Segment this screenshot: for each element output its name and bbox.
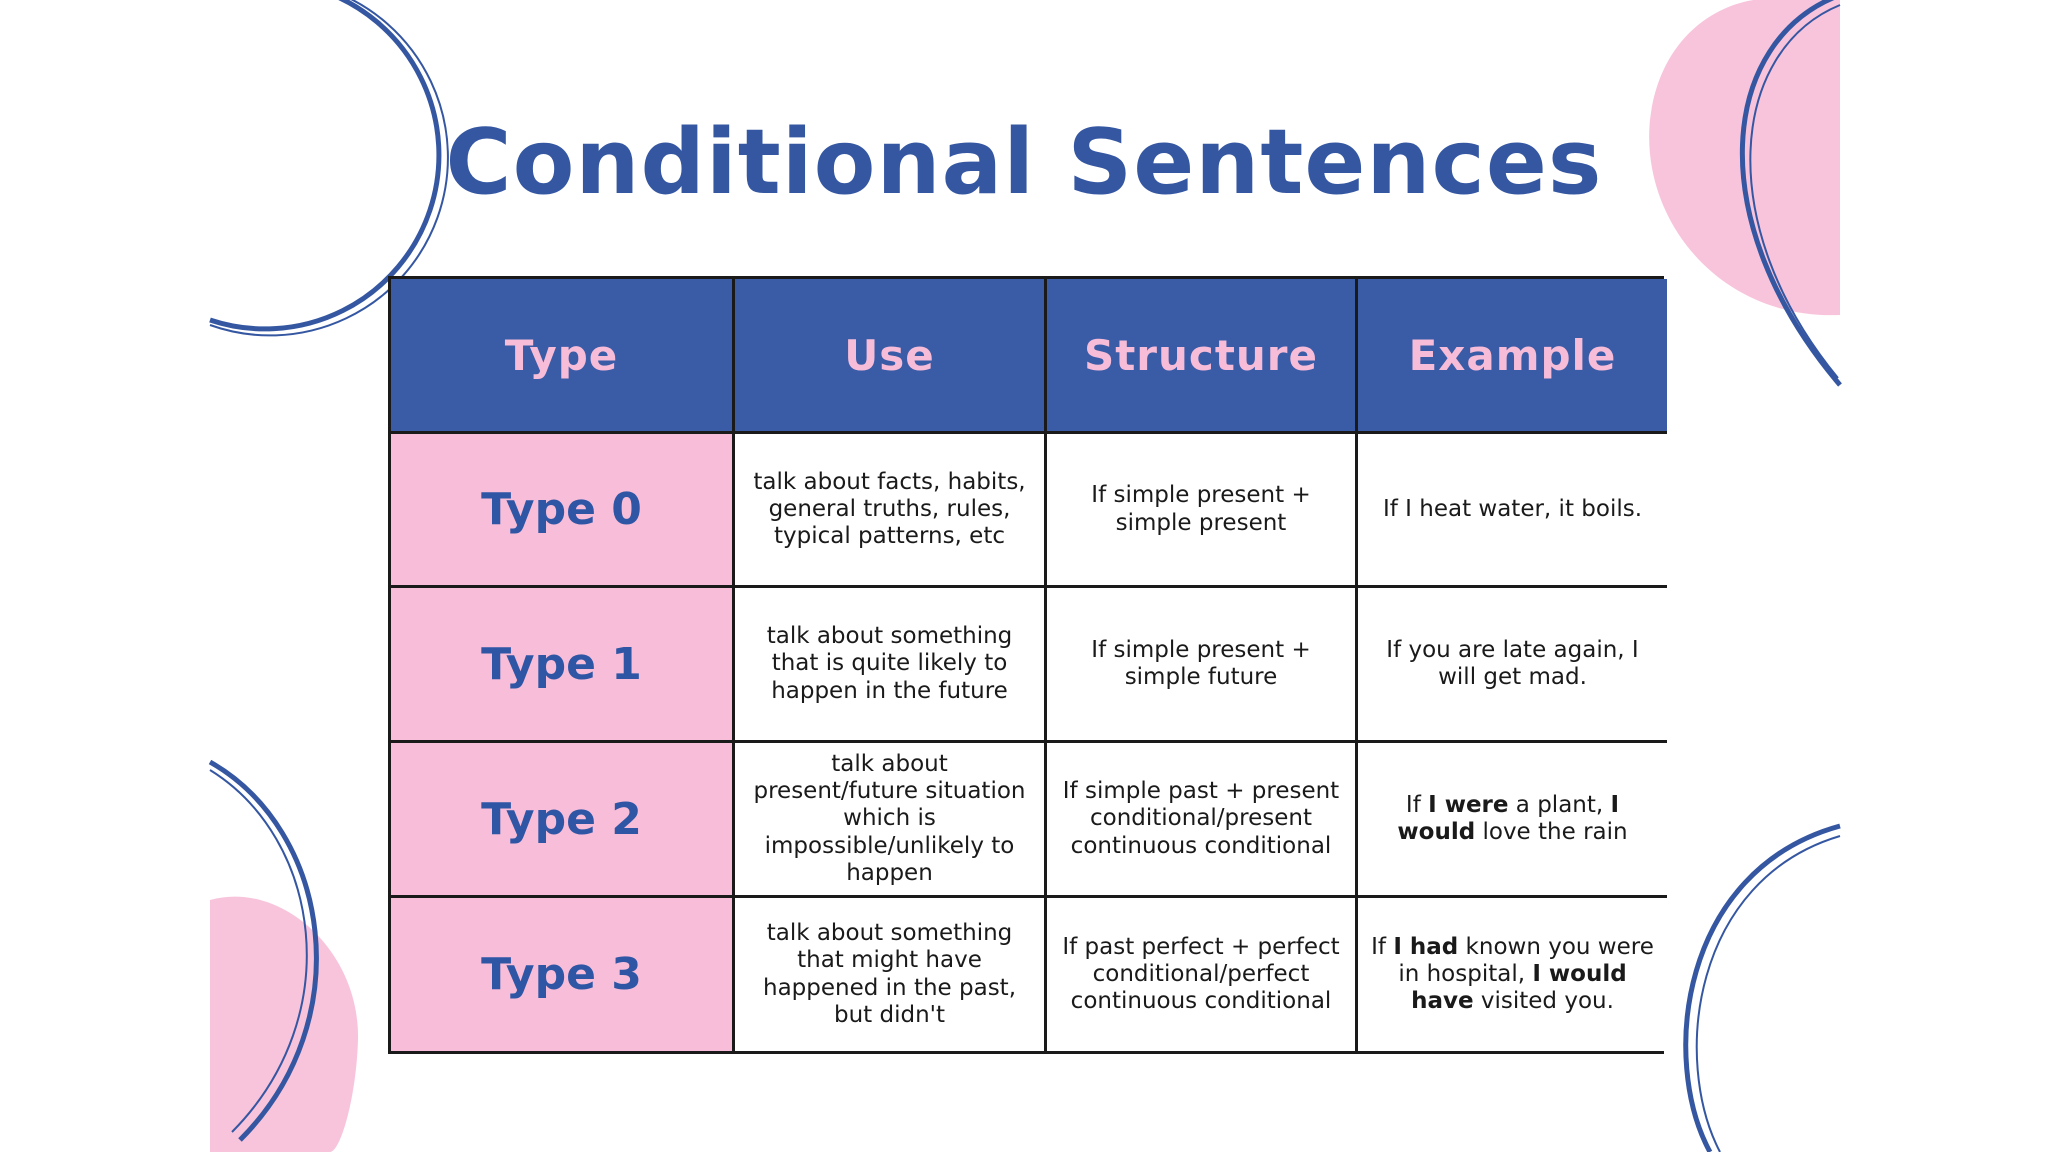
example-text — [1370, 792, 1655, 846]
use-cell: talk about something that is quite likely to happen in the future — [735, 588, 1047, 743]
use-cell: talk about facts, habits, general truths, rules, typical patterns, etc — [735, 434, 1047, 588]
example-run: visited you. — [1473, 988, 1614, 1015]
pink-blob-bottom-left — [210, 897, 358, 1152]
example-cell — [1358, 434, 1667, 588]
header-type: Type — [391, 279, 735, 434]
ring-bottom-right-inner — [1697, 836, 1840, 1152]
example-run: If — [1405, 791, 1429, 818]
example-bold-run: I would have — [1411, 960, 1627, 1015]
example-cell — [1358, 588, 1667, 743]
structure-cell: If simple present + simple future — [1047, 588, 1358, 743]
example-run: love the rain — [1475, 819, 1628, 845]
ring-bottom-left-outer — [210, 762, 316, 1140]
example-cell — [1358, 743, 1667, 898]
ring-bottom-left-inner — [210, 770, 307, 1132]
example-text — [1383, 496, 1642, 523]
structure-cell: If simple past + present conditional/present continuous conditional — [1047, 743, 1358, 898]
ring-bottom-right-outer — [1686, 826, 1840, 1152]
example-run: If I heat water, it boils. — [1382, 495, 1643, 522]
structure-cell: If past perfect + perfect conditional/perfect continuous conditional — [1047, 898, 1358, 1051]
example-run: a plant, — [1508, 791, 1611, 818]
header-use: Use — [735, 279, 1047, 434]
conditional-table — [388, 276, 1664, 1054]
use-cell: talk about something that might have happened in the past, but didn't — [735, 898, 1047, 1051]
use-cell: talk about present/future situation which is impossible/unlikely to happen — [735, 743, 1047, 898]
example-run: If — [1371, 933, 1394, 960]
example-run: known you were in hospital, — [1398, 933, 1654, 987]
example-cell — [1358, 898, 1667, 1051]
type-cell: Type 1 — [391, 588, 735, 743]
example-bold-run: I would — [1397, 791, 1620, 845]
example-text — [1370, 637, 1655, 691]
type-cell: Type 2 — [391, 743, 735, 898]
type-cell: Type 0 — [391, 434, 735, 588]
header-example: Example — [1358, 279, 1667, 434]
example-run: If you are late again, I will get mad. — [1386, 636, 1639, 690]
header-structure: Structure — [1047, 279, 1358, 434]
page-title: Conditional Sentences — [445, 110, 1603, 215]
structure-cell: If simple present + simple present — [1047, 434, 1358, 588]
type-cell: Type 3 — [391, 898, 735, 1051]
example-text — [1370, 934, 1655, 1015]
example-bold-run: I had — [1393, 933, 1459, 960]
example-bold-run: I were — [1428, 791, 1509, 818]
